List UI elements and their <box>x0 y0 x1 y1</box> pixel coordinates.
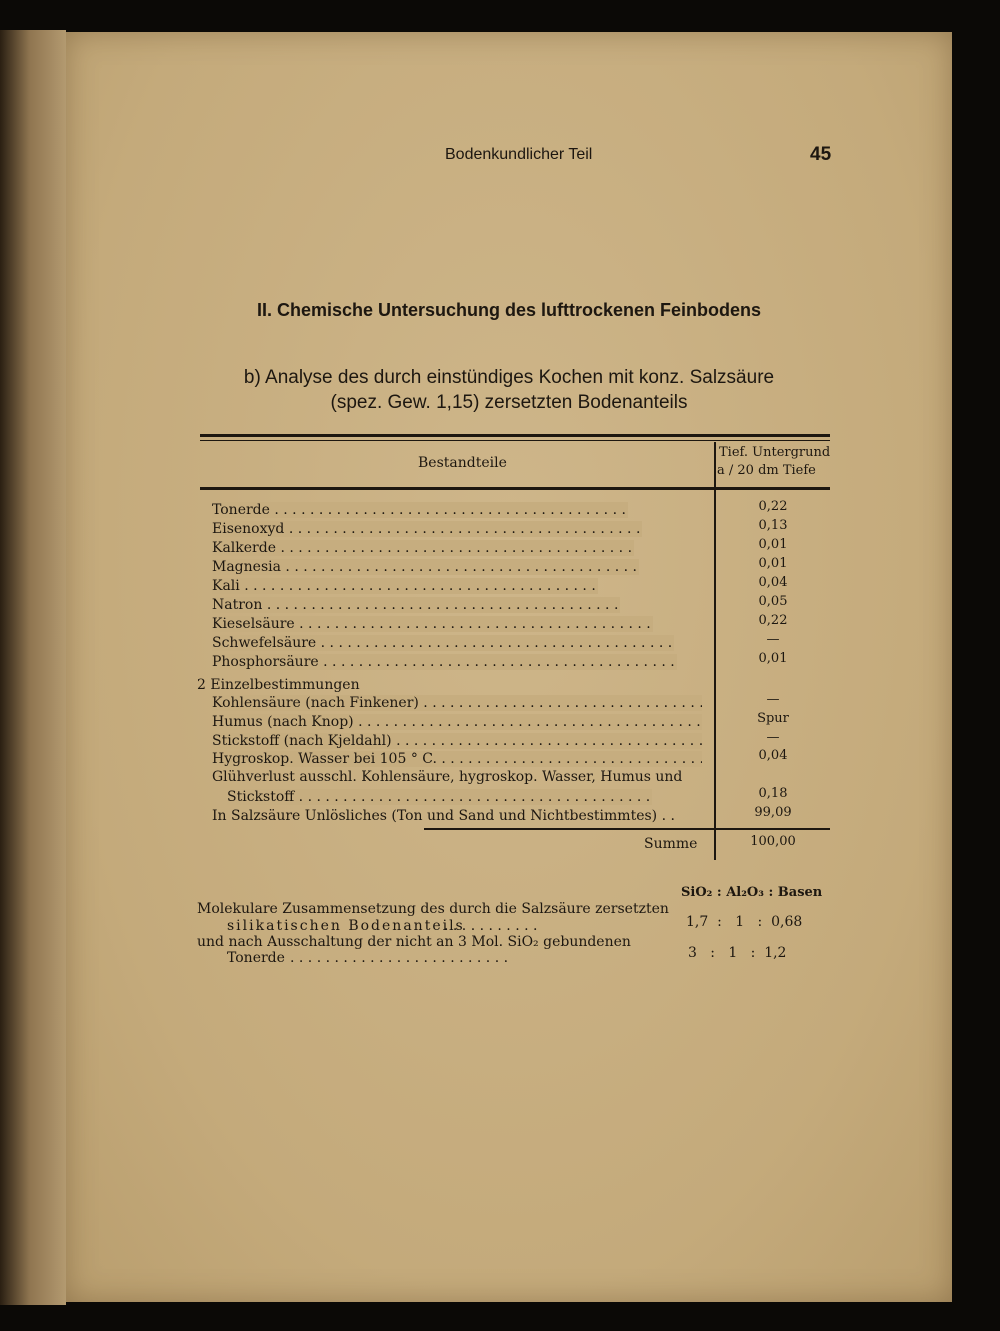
summe-label: Summe <box>644 836 698 852</box>
row-value: 0,01 <box>758 537 788 552</box>
row-value: 0,22 <box>758 499 788 514</box>
group-heading: 2 Einzelbestimmungen <box>197 677 360 693</box>
section-title: II. Chemische Untersuchung des lufttrockenen Feinbodens <box>256 300 762 320</box>
row-label-continued: Stickstoff . . . <box>227 789 652 805</box>
column-header-value-2: a / 20 dm Tiefe <box>717 463 816 478</box>
ratio-row-2: 3 : 1 : 1,2 <box>688 945 787 961</box>
row-label: Humus (nach Knop) . . . <box>212 714 702 730</box>
row-value: — <box>766 632 780 647</box>
row-label: Kieselsäure . . . <box>212 616 653 632</box>
row-value: 99,09 <box>754 805 792 820</box>
running-title: Bodenkundlicher Teil <box>445 146 593 163</box>
row-value: — <box>766 730 780 745</box>
molecular-line-1: Molekulare Zusammensetzung des durch die Salzsäure zersetzten <box>197 901 669 917</box>
row-label: Glühverlust ausschl. Kohlensäure, hygroskop. Wasser, Humus und <box>212 769 683 785</box>
row-value: 0,04 <box>758 748 788 763</box>
subtitle-line-1: b) Analyse des durch einstündiges Kochen mit konz. Salzsäure <box>243 367 775 388</box>
row-label: Schwefelsäure . . . <box>212 635 674 651</box>
row-value: 0,22 <box>758 613 788 628</box>
column-header-bestandteile: Bestandteile <box>418 455 507 471</box>
row-label: Tonerde . . . <box>212 502 628 518</box>
ratio-row-1: 1,7 : 1 : 0,68 <box>686 914 803 930</box>
row-label: Phosphorsäure . . . <box>212 654 677 670</box>
row-value: 0,18 <box>758 786 788 801</box>
summe-value: 100,00 <box>750 834 796 849</box>
row-value: Spur <box>757 711 789 726</box>
row-label: Kohlensäure (nach Finkener) . . . <box>212 695 702 711</box>
book-spine <box>0 30 66 1305</box>
row-label: Kalkerde . . . <box>212 540 634 556</box>
row-label: Stickstoff (nach Kjeldahl) . . . <box>212 733 702 749</box>
molecular-line-4: Tonerde <box>227 950 285 966</box>
molecular-line-3: und nach Ausschaltung der nicht an 3 Mol. SiO₂ gebundenen <box>197 934 631 950</box>
table-top-rule <box>200 434 830 437</box>
row-label: Eisenoxyd . . . <box>212 521 642 537</box>
subtitle-line-2: (spez. Gew. 1,15) zersetzten Bodenanteils <box>330 392 688 413</box>
table-top-rule-thin <box>200 440 830 441</box>
row-value: 0,05 <box>758 594 788 609</box>
page-number: 45 <box>810 144 832 165</box>
sum-rule <box>424 828 830 830</box>
column-header-value-1: Tief. Untergrund <box>719 445 831 460</box>
column-divider <box>714 442 716 860</box>
header-bottom-rule <box>200 487 830 490</box>
book-page <box>66 32 952 1302</box>
row-value: 0,01 <box>758 556 788 571</box>
molecular-line-4-leader: . . . . . . . . . . . . . . . . . . . . . . . . . <box>290 950 509 966</box>
row-value: — <box>766 692 780 707</box>
row-label: Hygroskop. Wasser bei 105 ° C. . . . <box>212 751 702 767</box>
row-value: 0,01 <box>758 651 788 666</box>
row-label: Magnesia . . . <box>212 559 639 575</box>
row-label: Kali . . . <box>212 578 598 594</box>
subtitle <box>66 365 952 415</box>
row-value: 0,13 <box>758 518 788 533</box>
row-value: 0,04 <box>758 575 788 590</box>
molecular-line-2-leader: . . . . . . . . . . . <box>444 918 538 934</box>
row-label: Natron . . . <box>212 597 620 613</box>
ratio-header: SiO₂ : Al₂O₃ : Basen <box>681 885 823 900</box>
row-label: In Salzsäure Unlösliches (Ton und Sand und Nichtbestimmtes) . . <box>212 808 675 824</box>
molecular-line-2: silikatischen Bodenanteils <box>227 918 465 934</box>
